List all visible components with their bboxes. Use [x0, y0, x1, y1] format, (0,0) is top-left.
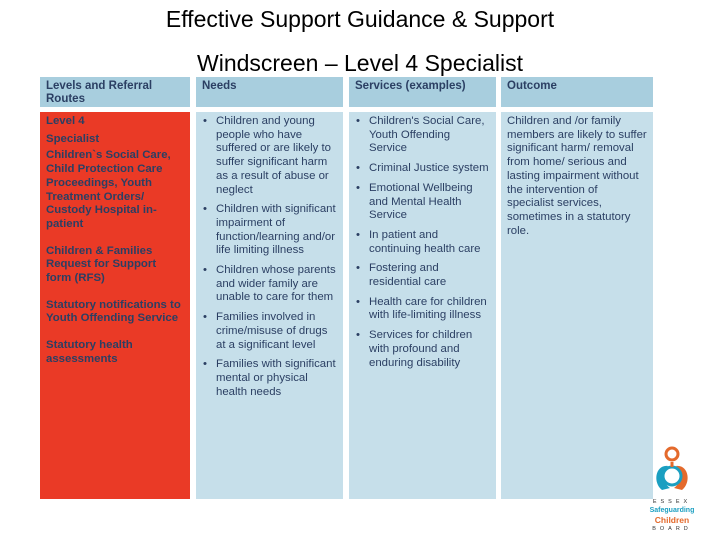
services-item: • Fostering and residential care: [355, 262, 490, 289]
services-column: [349, 112, 496, 499]
needs-item: • Children and young people who have suffered or are likely to suffer significant harm as a result of abuse or neglect: [202, 115, 337, 197]
services-item: • In patient and continuing health care: [355, 229, 490, 256]
services-item: • Children's Social Care, Youth Offending Service: [355, 115, 490, 156]
outcome-text: Children and /or family members are likely to suffer significant harm/ removal from home/ serious and lasting impairment without the intervention of specialist services, sometimes in a statutory role.: [507, 115, 647, 237]
needs-item: • Families with significant mental or physical health needs: [202, 358, 337, 399]
statutory-notifications-text: Statutory notifications to Youth Offending Service: [46, 298, 181, 325]
slide-title-line-1: Effective Support Guidance & Support: [165, 6, 555, 32]
logo-text-essex: ESSEX: [652, 499, 692, 505]
header-levels: Levels and Referral Routes: [40, 77, 190, 107]
header-services: Services (examples): [349, 77, 496, 107]
services-item: • Emotional Wellbeing and Mental Health Service: [355, 182, 490, 223]
needs-column: [196, 112, 343, 499]
header-needs: Needs: [196, 77, 343, 107]
needs-item: • Children whose parents and wider family are unable to care for them: [202, 264, 337, 305]
level-label: Level 4: [46, 115, 85, 127]
statutory-health-text: Statutory health assessments: [46, 339, 133, 365]
levels-column: [40, 112, 190, 499]
services-list: [355, 115, 490, 370]
services-item: • Criminal Justice system: [355, 162, 490, 176]
needs-item: • Children with significant impairment of function/learning and/or life limiting illness: [202, 203, 337, 258]
needs-item: • Families involved in crime/misuse of drugs at a significant level: [202, 311, 337, 352]
services-item: • Services for children with profound and enduring disability: [355, 329, 490, 370]
referral-routes-text: Children`s Social Care, Child Protection Care Proceedings, Youth Treatment Orders/ Custody Hospital in-patient: [46, 149, 171, 230]
header-outcome: Outcome: [501, 77, 653, 107]
needs-list: [202, 115, 337, 399]
rfs-text: Children & Families Request for Support form (RFS): [46, 244, 157, 285]
logo-text-safeguarding: Safeguarding: [649, 507, 695, 514]
services-item: • Health care for children with life-limiting illness: [355, 296, 490, 323]
logo-text-children: Children: [654, 515, 690, 525]
outcome-column: [501, 112, 653, 499]
logo-text-board: BOARD: [652, 526, 692, 532]
specialist-label: Specialist: [46, 132, 100, 145]
slide-title-line-2: Windscreen – Level 4 Specialist: [197, 50, 523, 76]
